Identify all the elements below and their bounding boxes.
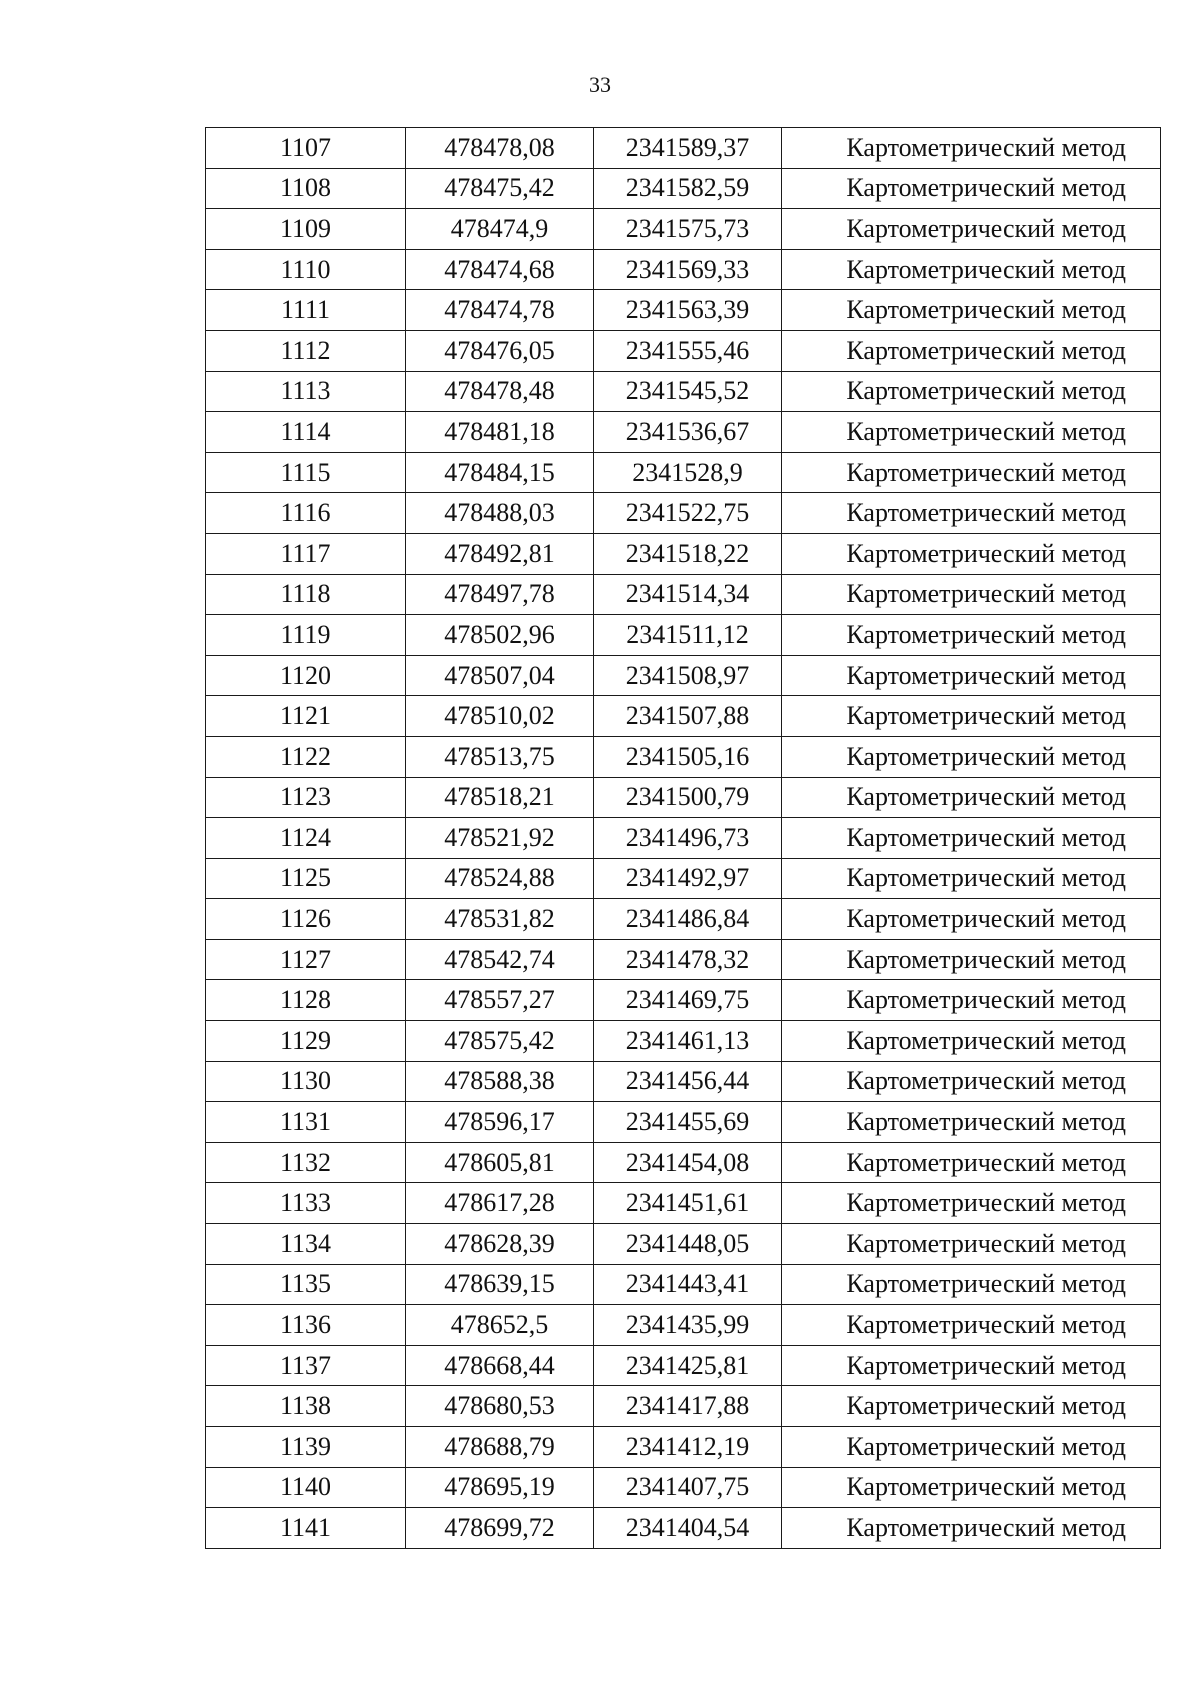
method-cell: Картометрический метод xyxy=(782,1467,1161,1508)
point-number-cell: 1134 xyxy=(206,1224,406,1265)
point-number-cell: 1132 xyxy=(206,1142,406,1183)
x-coordinate-cell: 478478,08 xyxy=(406,128,594,169)
point-number-cell: 1126 xyxy=(206,899,406,940)
y-coordinate-cell: 2341454,08 xyxy=(594,1142,782,1183)
y-coordinate-cell: 2341505,16 xyxy=(594,736,782,777)
table-row xyxy=(206,777,1161,818)
x-coordinate-cell: 478510,02 xyxy=(406,696,594,737)
y-coordinate-cell: 2341417,88 xyxy=(594,1386,782,1427)
table-row xyxy=(206,168,1161,209)
x-coordinate-cell: 478502,96 xyxy=(406,615,594,656)
method-cell: Картометрический метод xyxy=(782,615,1161,656)
point-number-cell: 1139 xyxy=(206,1427,406,1468)
x-coordinate-cell: 478481,18 xyxy=(406,412,594,453)
table-row xyxy=(206,858,1161,899)
point-number-cell: 1133 xyxy=(206,1183,406,1224)
x-coordinate-cell: 478474,9 xyxy=(406,209,594,250)
table-row xyxy=(206,1305,1161,1346)
table-row xyxy=(206,1021,1161,1062)
y-coordinate-cell: 2341448,05 xyxy=(594,1224,782,1265)
table-row xyxy=(206,1467,1161,1508)
x-coordinate-cell: 478596,17 xyxy=(406,1102,594,1143)
coordinates-table xyxy=(205,127,1161,1549)
x-coordinate-cell: 478476,05 xyxy=(406,330,594,371)
table-row xyxy=(206,1224,1161,1265)
point-number-cell: 1123 xyxy=(206,777,406,818)
method-cell: Картометрический метод xyxy=(782,533,1161,574)
point-number-cell: 1114 xyxy=(206,412,406,453)
y-coordinate-cell: 2341496,73 xyxy=(594,818,782,859)
method-cell: Картометрический метод xyxy=(782,736,1161,777)
x-coordinate-cell: 478507,04 xyxy=(406,655,594,696)
y-coordinate-cell: 2341461,13 xyxy=(594,1021,782,1062)
point-number-cell: 1122 xyxy=(206,736,406,777)
x-coordinate-cell: 478617,28 xyxy=(406,1183,594,1224)
table-row xyxy=(206,1386,1161,1427)
point-number-cell: 1140 xyxy=(206,1467,406,1508)
y-coordinate-cell: 2341545,52 xyxy=(594,371,782,412)
table-row xyxy=(206,655,1161,696)
x-coordinate-cell: 478492,81 xyxy=(406,533,594,574)
x-coordinate-cell: 478575,42 xyxy=(406,1021,594,1062)
x-coordinate-cell: 478639,15 xyxy=(406,1264,594,1305)
table-row xyxy=(206,574,1161,615)
method-cell: Картометрический метод xyxy=(782,1102,1161,1143)
method-cell: Картометрический метод xyxy=(782,330,1161,371)
point-number-cell: 1128 xyxy=(206,980,406,1021)
method-cell: Картометрический метод xyxy=(782,168,1161,209)
x-coordinate-cell: 478478,48 xyxy=(406,371,594,412)
y-coordinate-cell: 2341569,33 xyxy=(594,249,782,290)
point-number-cell: 1135 xyxy=(206,1264,406,1305)
method-cell: Картометрический метод xyxy=(782,1264,1161,1305)
x-coordinate-cell: 478513,75 xyxy=(406,736,594,777)
table-row xyxy=(206,736,1161,777)
table-row xyxy=(206,1508,1161,1549)
method-cell: Картометрический метод xyxy=(782,412,1161,453)
point-number-cell: 1138 xyxy=(206,1386,406,1427)
table-row xyxy=(206,1427,1161,1468)
y-coordinate-cell: 2341511,12 xyxy=(594,615,782,656)
table-row xyxy=(206,412,1161,453)
point-number-cell: 1117 xyxy=(206,533,406,574)
point-number-cell: 1119 xyxy=(206,615,406,656)
method-cell: Картометрический метод xyxy=(782,777,1161,818)
table-row xyxy=(206,1142,1161,1183)
table-row xyxy=(206,1102,1161,1143)
x-coordinate-cell: 478518,21 xyxy=(406,777,594,818)
point-number-cell: 1130 xyxy=(206,1061,406,1102)
table-row xyxy=(206,209,1161,250)
y-coordinate-cell: 2341404,54 xyxy=(594,1508,782,1549)
table-row xyxy=(206,290,1161,331)
y-coordinate-cell: 2341555,46 xyxy=(594,330,782,371)
x-coordinate-cell: 478680,53 xyxy=(406,1386,594,1427)
x-coordinate-cell: 478588,38 xyxy=(406,1061,594,1102)
point-number-cell: 1124 xyxy=(206,818,406,859)
point-number-cell: 1108 xyxy=(206,168,406,209)
point-number-cell: 1121 xyxy=(206,696,406,737)
y-coordinate-cell: 2341518,22 xyxy=(594,533,782,574)
method-cell: Картометрический метод xyxy=(782,696,1161,737)
y-coordinate-cell: 2341412,19 xyxy=(594,1427,782,1468)
table-row xyxy=(206,330,1161,371)
table-row xyxy=(206,249,1161,290)
table-row xyxy=(206,1264,1161,1305)
method-cell: Картометрический метод xyxy=(782,939,1161,980)
page-number: 33 xyxy=(589,72,611,97)
x-coordinate-cell: 478668,44 xyxy=(406,1345,594,1386)
x-coordinate-cell: 478652,5 xyxy=(406,1305,594,1346)
x-coordinate-cell: 478484,15 xyxy=(406,452,594,493)
y-coordinate-cell: 2341589,37 xyxy=(594,128,782,169)
x-coordinate-cell: 478497,78 xyxy=(406,574,594,615)
method-cell: Картометрический метод xyxy=(782,574,1161,615)
y-coordinate-cell: 2341575,73 xyxy=(594,209,782,250)
y-coordinate-cell: 2341492,97 xyxy=(594,858,782,899)
method-cell: Картометрический метод xyxy=(782,980,1161,1021)
x-coordinate-cell: 478628,39 xyxy=(406,1224,594,1265)
point-number-cell: 1116 xyxy=(206,493,406,534)
method-cell: Картометрический метод xyxy=(782,290,1161,331)
point-number-cell: 1115 xyxy=(206,452,406,493)
x-coordinate-cell: 478557,27 xyxy=(406,980,594,1021)
x-coordinate-cell: 478605,81 xyxy=(406,1142,594,1183)
method-cell: Картометрический метод xyxy=(782,899,1161,940)
table-row xyxy=(206,939,1161,980)
y-coordinate-cell: 2341522,75 xyxy=(594,493,782,534)
point-number-cell: 1112 xyxy=(206,330,406,371)
table-row xyxy=(206,1061,1161,1102)
point-number-cell: 1136 xyxy=(206,1305,406,1346)
x-coordinate-cell: 478475,42 xyxy=(406,168,594,209)
y-coordinate-cell: 2341500,79 xyxy=(594,777,782,818)
y-coordinate-cell: 2341514,34 xyxy=(594,574,782,615)
y-coordinate-cell: 2341443,41 xyxy=(594,1264,782,1305)
y-coordinate-cell: 2341486,84 xyxy=(594,899,782,940)
x-coordinate-cell: 478524,88 xyxy=(406,858,594,899)
y-coordinate-cell: 2341528,9 xyxy=(594,452,782,493)
table-row xyxy=(206,128,1161,169)
point-number-cell: 1137 xyxy=(206,1345,406,1386)
table-row xyxy=(206,533,1161,574)
table-row xyxy=(206,980,1161,1021)
x-coordinate-cell: 478695,19 xyxy=(406,1467,594,1508)
table-row xyxy=(206,1183,1161,1224)
point-number-cell: 1131 xyxy=(206,1102,406,1143)
point-number-cell: 1107 xyxy=(206,128,406,169)
method-cell: Картометрический метод xyxy=(782,1061,1161,1102)
y-coordinate-cell: 2341425,81 xyxy=(594,1345,782,1386)
table-row xyxy=(206,1345,1161,1386)
table-row xyxy=(206,493,1161,534)
method-cell: Картометрический метод xyxy=(782,1021,1161,1062)
method-cell: Картометрический метод xyxy=(782,371,1161,412)
method-cell: Картометрический метод xyxy=(782,249,1161,290)
method-cell: Картометрический метод xyxy=(782,493,1161,534)
y-coordinate-cell: 2341469,75 xyxy=(594,980,782,1021)
point-number-cell: 1109 xyxy=(206,209,406,250)
x-coordinate-cell: 478488,03 xyxy=(406,493,594,534)
table-row xyxy=(206,452,1161,493)
y-coordinate-cell: 2341536,67 xyxy=(594,412,782,453)
point-number-cell: 1125 xyxy=(206,858,406,899)
method-cell: Картометрический метод xyxy=(782,1224,1161,1265)
point-number-cell: 1111 xyxy=(206,290,406,331)
y-coordinate-cell: 2341456,44 xyxy=(594,1061,782,1102)
y-coordinate-cell: 2341508,97 xyxy=(594,655,782,696)
y-coordinate-cell: 2341407,75 xyxy=(594,1467,782,1508)
method-cell: Картометрический метод xyxy=(782,1305,1161,1346)
y-coordinate-cell: 2341478,32 xyxy=(594,939,782,980)
table-row xyxy=(206,371,1161,412)
method-cell: Картометрический метод xyxy=(782,1508,1161,1549)
method-cell: Картометрический метод xyxy=(782,818,1161,859)
point-number-cell: 1141 xyxy=(206,1508,406,1549)
table-row xyxy=(206,696,1161,737)
table-row xyxy=(206,615,1161,656)
point-number-cell: 1127 xyxy=(206,939,406,980)
method-cell: Картометрический метод xyxy=(782,128,1161,169)
y-coordinate-cell: 2341435,99 xyxy=(594,1305,782,1346)
method-cell: Картометрический метод xyxy=(782,209,1161,250)
point-number-cell: 1113 xyxy=(206,371,406,412)
y-coordinate-cell: 2341563,39 xyxy=(594,290,782,331)
y-coordinate-cell: 2341582,59 xyxy=(594,168,782,209)
method-cell: Картометрический метод xyxy=(782,858,1161,899)
method-cell: Картометрический метод xyxy=(782,1142,1161,1183)
coordinates-table-body xyxy=(206,128,1161,1549)
point-number-cell: 1129 xyxy=(206,1021,406,1062)
method-cell: Картометрический метод xyxy=(782,655,1161,696)
point-number-cell: 1120 xyxy=(206,655,406,696)
method-cell: Картометрический метод xyxy=(782,1427,1161,1468)
x-coordinate-cell: 478474,68 xyxy=(406,249,594,290)
method-cell: Картометрический метод xyxy=(782,1183,1161,1224)
method-cell: Картометрический метод xyxy=(782,1386,1161,1427)
method-cell: Картометрический метод xyxy=(782,452,1161,493)
y-coordinate-cell: 2341455,69 xyxy=(594,1102,782,1143)
x-coordinate-cell: 478521,92 xyxy=(406,818,594,859)
method-cell: Картометрический метод xyxy=(782,1345,1161,1386)
x-coordinate-cell: 478542,74 xyxy=(406,939,594,980)
x-coordinate-cell: 478699,72 xyxy=(406,1508,594,1549)
point-number-cell: 1118 xyxy=(206,574,406,615)
x-coordinate-cell: 478531,82 xyxy=(406,899,594,940)
table-row xyxy=(206,899,1161,940)
x-coordinate-cell: 478688,79 xyxy=(406,1427,594,1468)
table-row xyxy=(206,818,1161,859)
y-coordinate-cell: 2341451,61 xyxy=(594,1183,782,1224)
point-number-cell: 1110 xyxy=(206,249,406,290)
x-coordinate-cell: 478474,78 xyxy=(406,290,594,331)
y-coordinate-cell: 2341507,88 xyxy=(594,696,782,737)
